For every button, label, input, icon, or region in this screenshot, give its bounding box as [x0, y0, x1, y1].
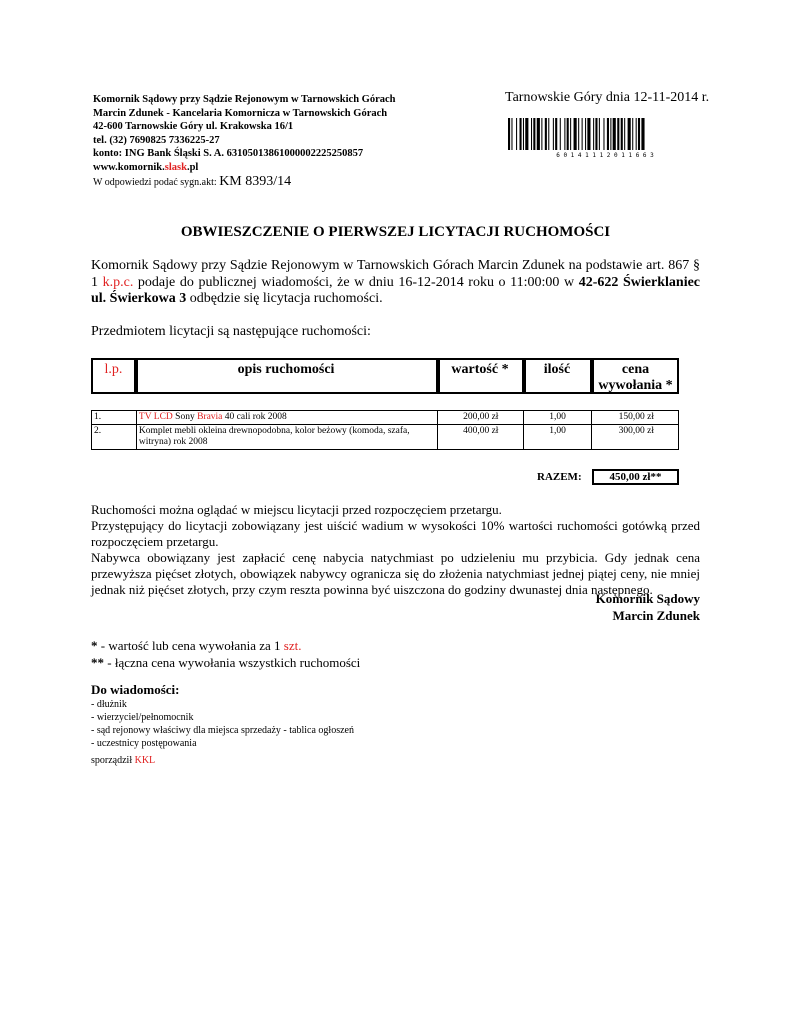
barcode-bar [574, 118, 577, 150]
desc-part-2: Sony [172, 412, 198, 422]
barcode-bar [553, 118, 554, 150]
total-label: RAZEM: [537, 471, 582, 483]
barcode-bar [624, 118, 625, 150]
footnote-1-unit: szt. [283, 638, 302, 653]
website-part-1: www.komornik. [93, 161, 165, 173]
header-line-address: 42-600 Tarnowskie Góry ul. Krakowska 16/1 [93, 121, 294, 133]
barcode-bar [567, 118, 569, 150]
row-lp: 2. [92, 425, 137, 450]
intro-kpc: k.p.c. [102, 274, 134, 290]
signature-title: Komornik Sądowy [595, 591, 700, 606]
footnote-1-text: - wartość lub cena wywołania za 1 [97, 638, 284, 653]
row-price: 150,00 zł [592, 411, 679, 425]
barcode-bar [520, 118, 522, 150]
barcode-bar [564, 118, 565, 150]
reference-label: W odpowiedzi podać sygn.akt: [93, 176, 220, 188]
header-line-office: Komornik Sądowy przy Sądzie Rejonowym w Tarnowskich Górach [93, 94, 396, 105]
barcode-bar [595, 118, 597, 150]
barcode-bar [582, 118, 583, 150]
table-row [92, 425, 679, 450]
header-price-line2: wywołania * [598, 378, 673, 393]
barcode-bar [621, 118, 623, 150]
note-deposit: Przystępujący do licytacji zobowiązany jest uiścić wadium w wysokości 10% wartości ruchomości gotówką przed rozpoczęciem przetargu. [91, 518, 700, 549]
row-value: 400,00 zł [438, 425, 524, 450]
barcode-bar [587, 118, 590, 150]
footnote-2 [91, 654, 360, 671]
barcode-bar [610, 118, 611, 150]
row-price: 300,00 zł [592, 425, 679, 450]
barcode-bar [533, 118, 535, 150]
barcode-bar [516, 118, 517, 150]
footnote-2-mark: ** [91, 655, 104, 670]
distribution-heading: Do wiadomości: [91, 682, 180, 697]
barcode-bar [607, 118, 609, 150]
row-quantity: 1,00 [524, 411, 592, 425]
header-line-phone: tel. (32) 7690825 7336225-27 [93, 134, 220, 146]
footnotes [91, 637, 360, 671]
barcode-bar [525, 118, 528, 150]
barcode-bar [628, 118, 631, 150]
note-viewing: Ruchomości można oglądać w miejscu licytacji przed rozpoczęciem przetargu. [91, 502, 502, 517]
header-quantity: ilość [543, 362, 571, 377]
subject-line: Przedmiotem licytacji są następujące ruchomości: [91, 324, 371, 339]
auction-location: 42-622 Świerklaniec ul. Świerkowa 3 [91, 274, 701, 306]
document-title: OBWIESZCZENIE O PIERWSZEJ LICYTACJI RUCHOMOŚCI [180, 224, 611, 240]
total-value: 450,00 zł** [592, 469, 679, 485]
barcode-bar [545, 118, 547, 150]
prepared-initials: KKL [134, 755, 156, 766]
row-value: 200,00 zł [438, 411, 524, 425]
barcode-bar [641, 118, 644, 150]
barcode-bar [555, 118, 557, 150]
header-price-line1: cena [621, 362, 650, 377]
bailiff-header [93, 93, 395, 189]
intro-text-3: odbędzie się licytacja ruchomości. [186, 291, 383, 306]
place-and-date: Tarnowskie Góry dnia 12-11-2014 r. [505, 90, 710, 105]
table-row [92, 411, 679, 425]
header-starting-price [592, 362, 679, 394]
intro-text-2: podaje do publicznej wiadomości, że w dniu 16-12-2014 roku o 11:00:00 w [133, 274, 579, 290]
barcode-bar [548, 118, 549, 150]
barcode-bar [632, 118, 633, 150]
row-description [136, 411, 437, 425]
barcode-bar [613, 118, 616, 150]
intro-text-1: Komornik Sądowy przy Sądzie Rejonowym w Tarnowskich Górach Marcin Zdunek na podstawie art. 867 § 1 [91, 258, 700, 290]
list-item: - uczestnicy postępowania [91, 738, 197, 749]
footnote-1 [91, 637, 360, 654]
desc-part-3: Bravia [197, 412, 223, 422]
list-item: - wierzyciel/pełnomocnik [91, 712, 194, 723]
note-payment: Nabywca obowiązany jest zapłacić cenę nabycia natychmiast po udzieleniu mu przybicia. Gdy jednak cena przewyższa pięćset złotych, obowiązek nabywcy ogranicza się do złożenia natychmiast jednej piątej ceny, nie mniej jednak niż pięćset złotych, przy czym reszta powinna być uiszczona do godziny dwunastej dnia następnego. [91, 550, 700, 597]
header-website-link[interactable] [93, 161, 395, 175]
barcode-bar [578, 118, 579, 150]
header-lp: l.p. [104, 362, 123, 377]
barcode-bar [541, 118, 542, 150]
list-item: - sąd rejonowy właściwy dla miejsca sprzedaży - tablica ogłoszeń [91, 725, 354, 736]
barcode-bar [599, 118, 600, 150]
barcode-bar [603, 118, 604, 150]
barcode-bar [560, 118, 561, 150]
row-lp: 1. [92, 411, 137, 425]
footnote-2-text: - łączna cena wywołania wszystkich ruchomości [104, 655, 361, 670]
list-item: - dłużnik [91, 699, 127, 710]
barcode-image [508, 118, 703, 158]
barcode-digits: 6 0 1 4 1 1 1 2 0 1 1 6 6 3 [556, 152, 654, 158]
reference-number: KM 8393/14 [219, 173, 292, 189]
website-part-3: .pl [186, 161, 199, 173]
desc-part-1: TV LCD [138, 412, 173, 422]
prepared-label: sporządził [91, 755, 135, 766]
items-table [91, 410, 679, 450]
desc-part-4: 40 cali rok 2008 [222, 412, 287, 422]
barcode-bar [523, 118, 524, 150]
auction-notes [91, 502, 700, 598]
barcode-bar [511, 118, 512, 150]
barcode-bar [537, 118, 540, 150]
header-description: opis ruchomości [237, 362, 335, 377]
barcode-bar [585, 118, 586, 150]
barcode-bar [531, 118, 532, 150]
header-line-account: konto: ING Bank Śląski S. A. 63105013861000002225250857 [93, 148, 364, 160]
intro-paragraph [91, 258, 700, 308]
row-quantity: 1,00 [524, 425, 592, 450]
signature-name: Marcin Zdunek [612, 608, 700, 623]
barcode-bar [636, 118, 637, 150]
prepared-by [91, 755, 155, 766]
barcode-bar [617, 118, 619, 150]
website-part-2: slask [164, 161, 187, 173]
signature-block [596, 590, 700, 624]
header-value: wartość * [451, 362, 509, 377]
barcode-bar [570, 118, 571, 150]
barcode-bar [508, 118, 510, 150]
barcode-bar [638, 118, 640, 150]
distribution-list [91, 682, 354, 750]
barcode-bar [593, 118, 594, 150]
footnote-1-mark: * [91, 638, 98, 653]
header-line-name: Marcin Zdunek - Kancelaria Komornicza w Tarnowskich Górach [93, 107, 388, 119]
row-description: Komplet mebli okleina drewnopodobna, kolor beżowy (komoda, szafa, witryna) rok 2008 [136, 425, 437, 450]
